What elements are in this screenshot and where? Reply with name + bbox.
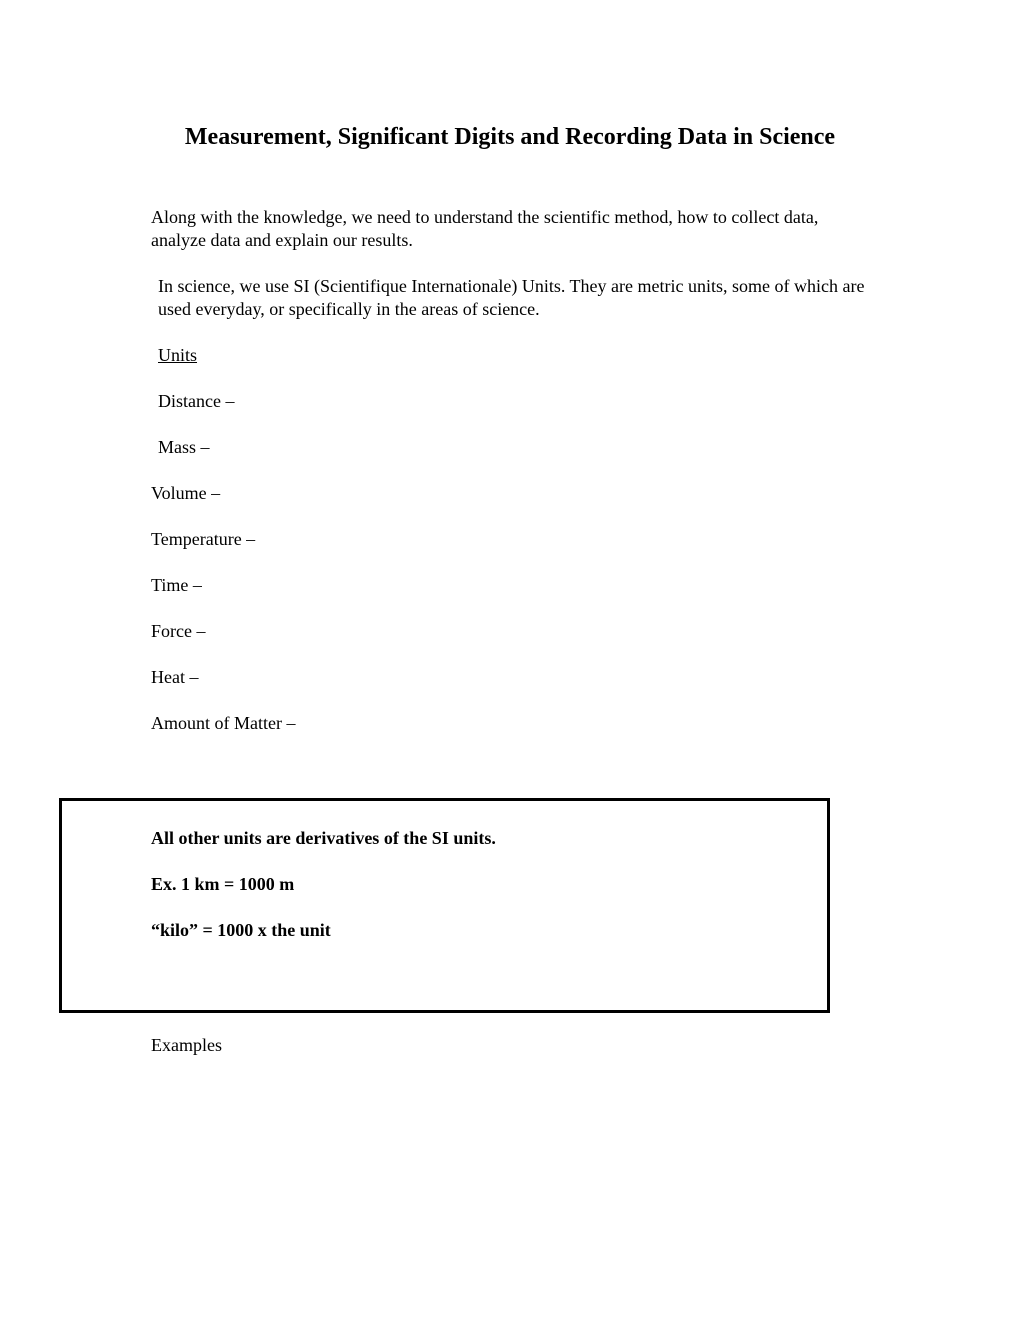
si-units-paragraph: In science, we use SI (Scientifique Internationale) Units. They are metric units, some of which are used everyday, or specifically in the areas of science. [158,276,865,319]
units-heading: Units [158,345,198,365]
unit-item-distance: Distance – [158,391,235,411]
unit-item-time: Time – [151,575,202,595]
unit-item-heat: Heat – [151,667,199,687]
examples-label: Examples [151,1035,222,1055]
unit-item-mass: Mass – [158,437,210,457]
unit-item-volume: Volume – [151,483,221,503]
box-line-example: Ex. 1 km = 1000 m [151,874,295,894]
box-line-derivatives: All other units are derivatives of the SI units. [151,828,496,848]
unit-item-temperature: Temperature – [151,529,256,549]
unit-item-force: Force – [151,621,206,641]
intro-paragraph: Along with the knowledge, we need to understand the scientific method, how to collect data, analyze data and explain our results. [151,207,819,250]
page-title: Measurement, Significant Digits and Recording Data in Science [184,124,836,150]
unit-item-amount-of-matter: Amount of Matter – [151,713,296,733]
box-line-kilo: “kilo” = 1000 x the unit [151,920,331,940]
